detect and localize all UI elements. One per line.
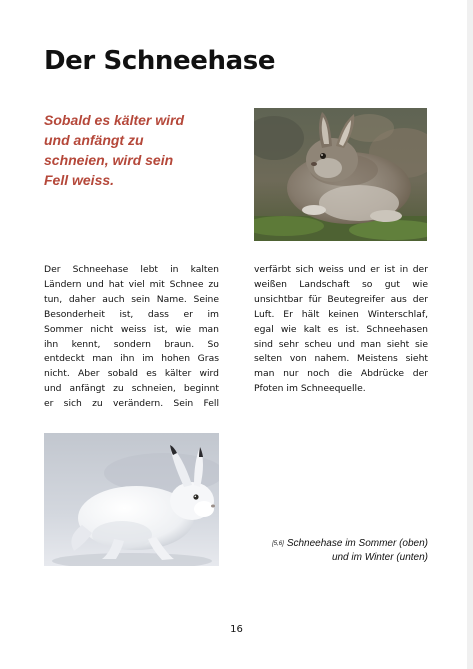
summer-hare-photo: [254, 108, 427, 241]
body-line: Luft. Er hält keinen Winterschlaf,: [254, 308, 428, 320]
body-column-left: [44, 263, 219, 412]
caption-line-1: [228, 537, 428, 551]
lead-text: [44, 110, 249, 190]
body-line: Ländern und hat viel mit Schnee zu: [44, 278, 219, 290]
body-line: tun, daher auch sein Name. Seine: [44, 293, 219, 305]
page-edge: [467, 0, 473, 669]
lead-line: Sobald es kälter wird: [44, 112, 185, 128]
body-line: nicht. Aber sobald es kälter wird: [44, 368, 219, 380]
body-line: weißen Landschaft so gut wie: [254, 278, 428, 290]
lead-line: und anfängt zu: [44, 132, 144, 148]
lead-line: schneien, wird sein: [44, 152, 174, 168]
caption-text: Schneehase im Sommer (oben): [286, 538, 428, 549]
body-line: verfärbt sich weiss und er ist in der: [254, 264, 428, 275]
body-line: sind sehr scheu und man sieht sie: [254, 338, 428, 350]
lead-line: Fell weiss.: [44, 172, 115, 188]
body-line: unsichtbar für Beutegreifer aus der: [254, 293, 428, 305]
body-line: entdeckt man ihn im hohen Gras: [44, 353, 219, 365]
caption-reference: [5,6]: [272, 541, 284, 547]
body-line: selten von nahem. Meistens sieht: [254, 353, 428, 365]
caption-line-2: und im Winter (unten): [331, 552, 428, 563]
page-title: Der Schneehase: [44, 46, 276, 76]
body-line: er sich zu verändern. Sein Fell: [44, 398, 219, 410]
body-line: man nur noch die Abdrücke der: [254, 368, 428, 380]
body-column-right: [254, 263, 428, 397]
photo-caption: [228, 537, 428, 564]
body-line: Pfoten im Schneequelle.: [254, 383, 366, 395]
page-number: 16: [230, 624, 243, 635]
body-line: egal wie kalt es ist. Schneehasen: [254, 323, 428, 335]
body-line: Sommer nicht weiss ist, wie man: [44, 323, 219, 335]
body-line: Der Schneehase lebt in kalten: [44, 264, 219, 275]
body-line: ihn kennt, sondern braun. So: [44, 338, 219, 350]
body-line: und anfängt zu schneien, beginnt: [44, 383, 219, 395]
winter-hare-photo: [44, 433, 219, 566]
body-line: Besonderheit ist, dass er im: [44, 308, 219, 320]
